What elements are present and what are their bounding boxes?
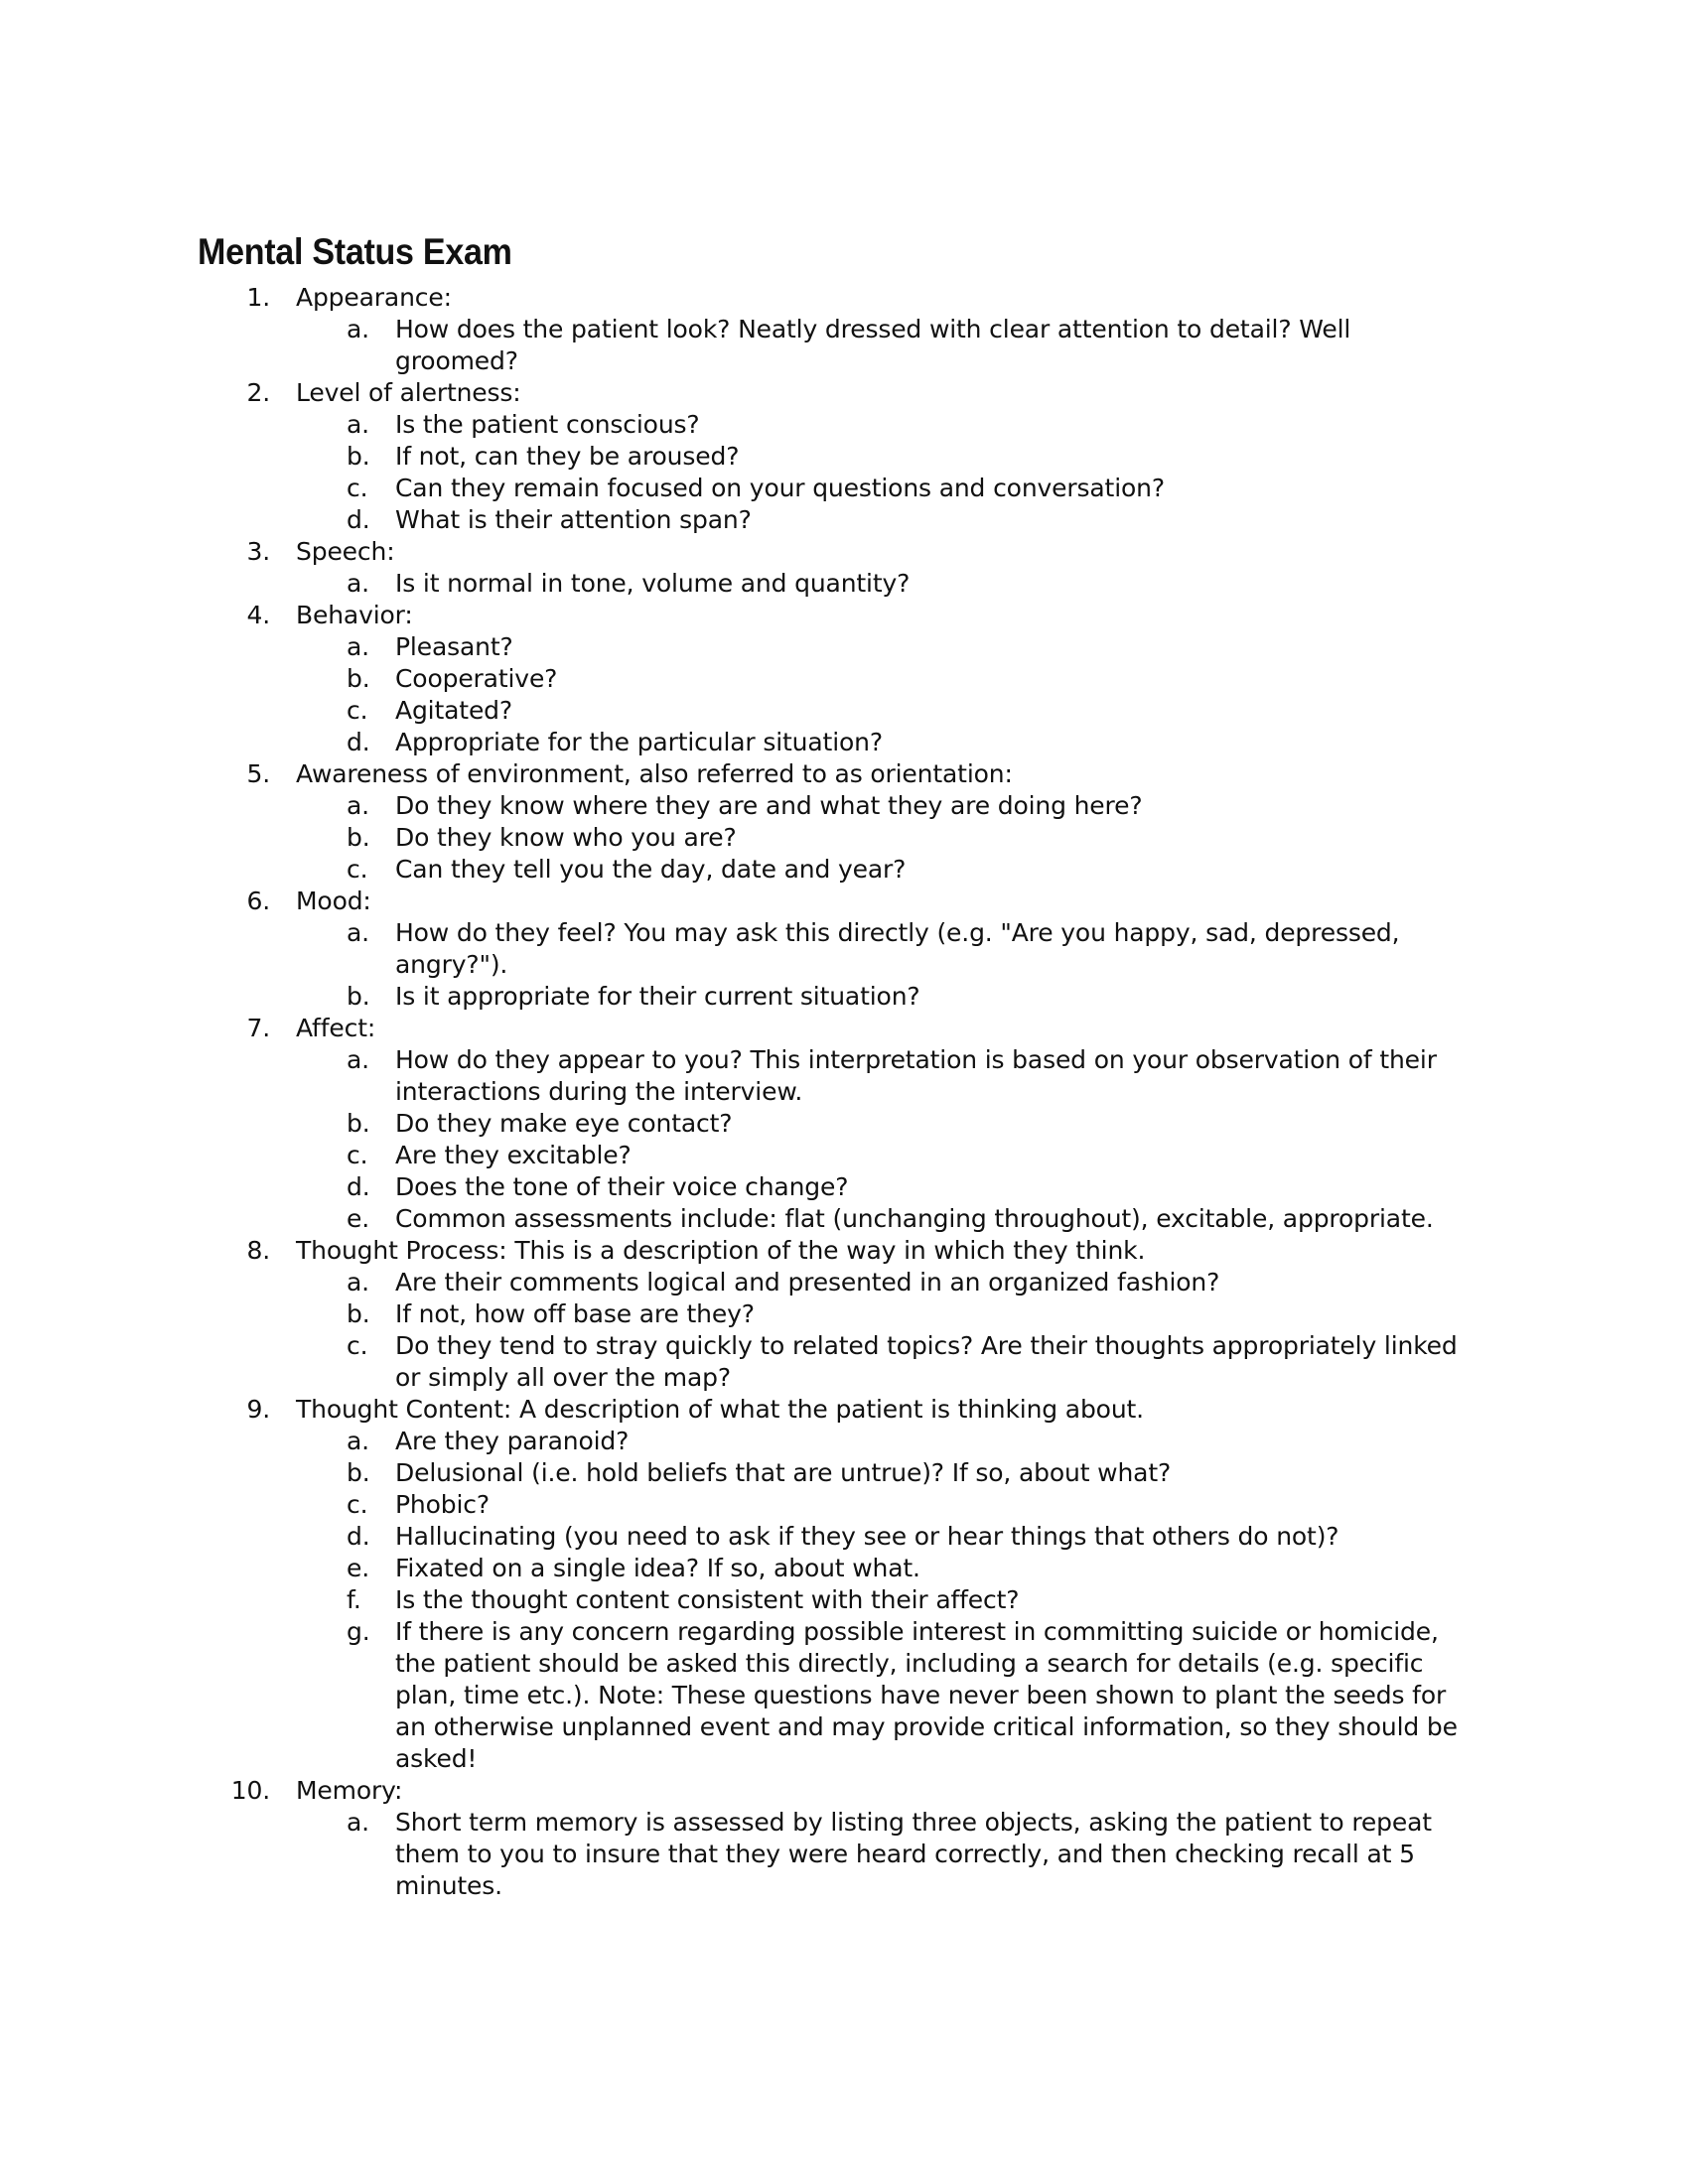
sub-list-item xyxy=(0,1140,1477,1171)
sub-item-text: Is the thought content consistent with their affect? xyxy=(395,1585,1020,1614)
sub-list-item xyxy=(0,1489,1477,1521)
sub-item-letter: b. xyxy=(347,1458,370,1487)
outline-item-heading xyxy=(0,377,1688,409)
sub-item-text: Is it normal in tone, volume and quantity? xyxy=(395,569,911,598)
sub-item-letter: b. xyxy=(347,823,370,852)
sub-item-letter: c. xyxy=(347,1331,368,1360)
outline-item-heading xyxy=(0,758,1688,790)
sub-item-text: If there is any concern regarding possible interest in committing suicide or homicide, the patient should be asked this directly, including a search for details (e.g. specific plan, time etc.). Note: These questions have never been shown to plant the seeds for an otherwise unplanned event and may provide critical information, so they should be asked! xyxy=(395,1617,1458,1773)
item-heading-text: Appearance: xyxy=(296,283,452,312)
sub-list xyxy=(0,1426,1688,1775)
sub-item-letter: d. xyxy=(347,1522,370,1551)
sub-list-item xyxy=(0,917,1477,981)
sub-list-item xyxy=(0,568,1477,600)
sub-item-text: Does the tone of their voice change? xyxy=(395,1172,849,1201)
sub-list-item xyxy=(0,1330,1477,1394)
sub-item-letter: f. xyxy=(347,1585,361,1614)
sub-item-text: Cooperative? xyxy=(395,664,558,693)
sub-list xyxy=(0,1807,1688,1902)
sub-item-letter: b. xyxy=(347,1109,370,1138)
sub-item-letter: b. xyxy=(347,982,370,1011)
outline-item xyxy=(0,1775,1688,1902)
sub-item-letter: e. xyxy=(347,1554,370,1582)
sub-item-letter: c. xyxy=(347,696,368,725)
sub-list-item xyxy=(0,1616,1477,1775)
sub-list-item xyxy=(0,1553,1477,1584)
item-heading-text: Memory: xyxy=(296,1776,403,1805)
sub-item-text: Common assessments include: flat (unchanging throughout), excitable, appropriate. xyxy=(395,1204,1434,1233)
item-heading-text: Speech: xyxy=(296,537,395,566)
sub-list-item xyxy=(0,1426,1477,1457)
sub-item-letter: d. xyxy=(347,1172,370,1201)
sub-item-letter: a. xyxy=(347,632,369,661)
sub-item-text: Do they make eye contact? xyxy=(395,1109,733,1138)
sub-item-text: How does the patient look? Neatly dressed with clear attention to detail? Well groomed? xyxy=(395,315,1351,375)
sub-item-text: Appropriate for the particular situation? xyxy=(395,728,883,756)
sub-list-item xyxy=(0,790,1477,822)
sub-list xyxy=(0,568,1688,600)
item-number: 4. xyxy=(246,601,270,629)
item-heading-text: Mood: xyxy=(296,887,371,915)
sub-item-letter: b. xyxy=(347,1299,370,1328)
sub-item-text: What is their attention span? xyxy=(395,505,752,534)
sub-item-text: Is the patient conscious? xyxy=(395,410,700,439)
sub-item-text: Pleasant? xyxy=(395,632,513,661)
sub-item-text: How do they feel? You may ask this directly (e.g. "Are you happy, sad, depressed, angry?"). xyxy=(395,918,1400,979)
sub-item-text: Is it appropriate for their current situation? xyxy=(395,982,920,1011)
item-number: 6. xyxy=(246,887,270,915)
sub-list xyxy=(0,917,1688,1013)
outline-item xyxy=(0,282,1688,377)
sub-item-letter: b. xyxy=(347,442,370,471)
sub-item-letter: a. xyxy=(347,918,369,947)
sub-item-letter: e. xyxy=(347,1204,370,1233)
sub-item-text: Can they remain focused on your questions and conversation? xyxy=(395,474,1165,502)
item-heading-text: Level of alertness: xyxy=(296,378,521,407)
exam-outline xyxy=(0,282,1688,1902)
sub-item-text: Can they tell you the day, date and year? xyxy=(395,855,907,884)
outline-item xyxy=(0,600,1688,758)
sub-item-text: Are they excitable? xyxy=(395,1141,632,1169)
sub-list-item xyxy=(0,1584,1477,1616)
sub-list-item xyxy=(0,1203,1477,1235)
sub-list-item xyxy=(0,1807,1477,1902)
sub-item-text: If not, how off base are they? xyxy=(395,1299,755,1328)
sub-list xyxy=(0,1267,1688,1394)
sub-item-text: Agitated? xyxy=(395,696,513,725)
sub-list-item xyxy=(0,1267,1477,1298)
item-number: 7. xyxy=(246,1014,270,1042)
sub-item-letter: d. xyxy=(347,505,370,534)
sub-item-letter: a. xyxy=(347,1808,369,1837)
sub-list-item xyxy=(0,1108,1477,1140)
item-heading-text: Thought Process: This is a description of the way in which they think. xyxy=(296,1236,1146,1265)
sub-list xyxy=(0,631,1688,758)
item-number: 3. xyxy=(246,537,270,566)
outline-item-heading xyxy=(0,600,1688,631)
item-heading-text: Thought Content: A description of what the patient is thinking about. xyxy=(296,1395,1144,1424)
item-number: 5. xyxy=(246,759,270,788)
sub-item-letter: a. xyxy=(347,315,369,343)
outline-item-heading xyxy=(0,1235,1688,1267)
sub-item-letter: g. xyxy=(347,1617,370,1646)
item-heading-text: Affect: xyxy=(296,1014,376,1042)
sub-list xyxy=(0,790,1688,886)
outline-item-heading xyxy=(0,282,1688,314)
sub-item-text: Do they tend to stray quickly to related topics? Are their thoughts appropriately linked or simply all over the map? xyxy=(395,1331,1458,1392)
sub-item-letter: d. xyxy=(347,728,370,756)
sub-item-letter: a. xyxy=(347,1427,369,1455)
sub-list-item xyxy=(0,822,1477,854)
outline-item-heading xyxy=(0,1775,1688,1807)
outline-item-heading xyxy=(0,536,1688,568)
item-heading-text: Awareness of environment, also referred to as orientation: xyxy=(296,759,1013,788)
sub-list xyxy=(0,409,1688,536)
sub-item-letter: c. xyxy=(347,474,368,502)
sub-list-item xyxy=(0,695,1477,727)
outline-item xyxy=(0,886,1688,1013)
sub-item-letter: a. xyxy=(347,410,369,439)
sub-item-text: Short term memory is assessed by listing three objects, asking the patient to repeat them to you to insure that they were heard correctly, and then checking recall at 5 minutes. xyxy=(395,1808,1432,1900)
sub-list-item xyxy=(0,504,1477,536)
sub-list xyxy=(0,1044,1688,1235)
sub-list-item xyxy=(0,854,1477,886)
sub-item-letter: c. xyxy=(347,1490,368,1519)
item-number: 2. xyxy=(246,378,270,407)
sub-item-text: Are they paranoid? xyxy=(395,1427,630,1455)
outline-item xyxy=(0,1394,1688,1775)
sub-list-item xyxy=(0,727,1477,758)
sub-list-item xyxy=(0,1457,1477,1489)
outline-item-heading xyxy=(0,886,1688,917)
outline-item xyxy=(0,1235,1688,1394)
sub-item-letter: a. xyxy=(347,1268,369,1297)
sub-item-text: How do they appear to you? This interpretation is based on your observation of their interactions during the interview. xyxy=(395,1045,1437,1106)
page-title: Mental Status Exam xyxy=(198,231,512,272)
sub-list-item xyxy=(0,441,1477,473)
outline-item-heading xyxy=(0,1394,1688,1426)
sub-item-text: Phobic? xyxy=(395,1490,490,1519)
outline-item xyxy=(0,1013,1688,1235)
item-number: 9. xyxy=(246,1395,270,1424)
sub-item-text: Do they know where they are and what they are doing here? xyxy=(395,791,1143,820)
sub-item-text: Are their comments logical and presented in an organized fashion? xyxy=(395,1268,1220,1297)
outline-item xyxy=(0,377,1688,536)
sub-list-item xyxy=(0,409,1477,441)
sub-item-letter: a. xyxy=(347,569,369,598)
sub-item-letter: a. xyxy=(347,791,369,820)
item-heading-text: Behavior: xyxy=(296,601,413,629)
item-number: 8. xyxy=(246,1236,270,1265)
sub-list-item xyxy=(0,473,1477,504)
sub-item-text: If not, can they be aroused? xyxy=(395,442,740,471)
item-number: 10. xyxy=(230,1776,270,1805)
sub-list-item xyxy=(0,663,1477,695)
outline-item xyxy=(0,536,1688,600)
sub-item-text: Hallucinating (you need to ask if they see or hear things that others do not)? xyxy=(395,1522,1339,1551)
sub-item-letter: c. xyxy=(347,1141,368,1169)
outline-item xyxy=(0,758,1688,886)
sub-list-item xyxy=(0,1298,1477,1330)
sub-item-letter: a. xyxy=(347,1045,369,1074)
sub-list-item xyxy=(0,314,1477,377)
sub-item-letter: b. xyxy=(347,664,370,693)
sub-list-item xyxy=(0,631,1477,663)
sub-list-item xyxy=(0,1044,1477,1108)
item-number: 1. xyxy=(246,283,270,312)
sub-list-item xyxy=(0,981,1477,1013)
sub-item-letter: c. xyxy=(347,855,368,884)
outline-item-heading xyxy=(0,1013,1688,1044)
sub-item-text: Delusional (i.e. hold beliefs that are untrue)? If so, about what? xyxy=(395,1458,1172,1487)
sub-item-text: Do they know who you are? xyxy=(395,823,737,852)
sub-list-item xyxy=(0,1171,1477,1203)
sub-list-item xyxy=(0,1521,1477,1553)
sub-item-text: Fixated on a single idea? If so, about what. xyxy=(395,1554,920,1582)
sub-list xyxy=(0,314,1688,377)
